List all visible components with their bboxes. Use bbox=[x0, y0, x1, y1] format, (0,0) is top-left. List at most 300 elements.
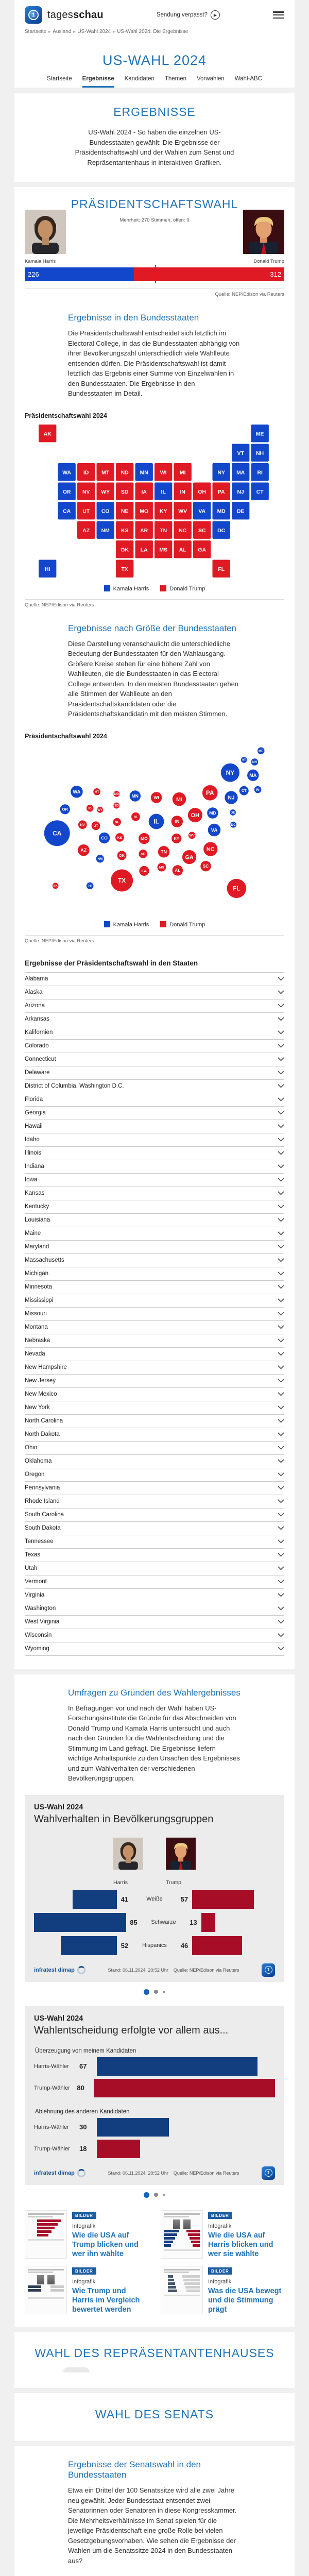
state-accordion-row[interactable] bbox=[25, 1053, 284, 1066]
state-accordion-row[interactable] bbox=[25, 1548, 284, 1562]
state-tile-OR[interactable] bbox=[58, 482, 76, 500]
breadcrumb-item[interactable]: Startseite bbox=[25, 29, 47, 35]
svg-text:NE: NE bbox=[121, 508, 129, 514]
infografik-teasers bbox=[25, 2210, 284, 2315]
svg-text:NV: NV bbox=[82, 489, 90, 495]
svg-text:DE: DE bbox=[230, 810, 235, 815]
chevron-down-icon bbox=[278, 1633, 284, 1637]
state-name: Alabama bbox=[25, 976, 48, 982]
svg-text:TN: TN bbox=[160, 528, 167, 534]
state-accordion-row[interactable] bbox=[25, 1387, 284, 1401]
state-tile-MA[interactable] bbox=[232, 463, 249, 481]
svg-text:AZ: AZ bbox=[80, 847, 87, 853]
state-accordion-row[interactable] bbox=[25, 1213, 284, 1227]
map-label: Präsidentschaftswahl 2024 bbox=[25, 732, 107, 740]
state-tile-NE[interactable] bbox=[116, 502, 133, 519]
state-name: Colorado bbox=[25, 1043, 49, 1049]
thumb-photo bbox=[37, 2275, 44, 2284]
state-name: Kalifornien bbox=[25, 1029, 53, 1036]
svg-text:UT: UT bbox=[82, 508, 90, 514]
thumb-photo bbox=[183, 2219, 191, 2229]
chevron-down-icon bbox=[278, 1245, 284, 1249]
state-tile-DC[interactable] bbox=[213, 521, 230, 538]
state-tile-KS[interactable] bbox=[116, 521, 133, 538]
teaser-card[interactable] bbox=[25, 2266, 148, 2314]
state-tile-MO[interactable] bbox=[135, 502, 153, 519]
state-name: Ohio bbox=[25, 1445, 38, 1451]
state-tile-TX[interactable] bbox=[116, 560, 133, 577]
tab-vorwahlen[interactable]: Vorwahlen bbox=[197, 76, 225, 82]
state-name: Illinois bbox=[25, 1150, 41, 1156]
state-accordion-row[interactable] bbox=[25, 1642, 284, 1656]
breadcrumb-separator: ▸ bbox=[73, 29, 76, 34]
state-name: Florida bbox=[25, 1096, 43, 1103]
harris-label: Harris bbox=[113, 1879, 128, 1886]
state-tile-ME[interactable] bbox=[251, 425, 269, 442]
svg-text:ME: ME bbox=[258, 749, 263, 753]
state-accordion-row[interactable] bbox=[25, 1575, 284, 1588]
state-accordion-row[interactable] bbox=[25, 1240, 284, 1253]
state-accordion-row[interactable] bbox=[25, 1615, 284, 1629]
state-tile-MS[interactable] bbox=[154, 540, 172, 558]
state-name: Kansas bbox=[25, 1190, 45, 1196]
state-name: Texas bbox=[25, 1552, 41, 1558]
chevron-down-icon bbox=[278, 1486, 284, 1490]
teaser-card[interactable] bbox=[161, 2210, 284, 2259]
chart-title: Wahlverhalten in Bevölkerungsgruppen bbox=[34, 1813, 214, 1825]
tagesschau-logo-icon[interactable]: 1 bbox=[25, 6, 42, 24]
svg-text:ID: ID bbox=[83, 469, 89, 476]
state-tile-VA[interactable] bbox=[193, 502, 211, 519]
senatswahl-text: Etwa ein Drittel der 100 Senatssitze wird alle zwei Jahre neu gewählt. Jeder Bundesstaat entsendet zwei Senatorinnen oder Senatoren in diese Kongresskammer. Die Mehrheitsverhältnisse im Senat spielen für die jeweilige Präsidentschaft eine große Rolle bei vielen Gesetzgebungsvorhaben. Wie sehen die Ergebnisse der Wahlen um die Senatssitze 2024 in den Bundesstaaten aus? bbox=[68, 2486, 237, 2565]
state-accordion-row[interactable] bbox=[25, 1320, 284, 1334]
state-tile-MD[interactable] bbox=[213, 502, 230, 519]
teaser-title[interactable]: Wie die USA auf Harris blicken und wer sie wählte bbox=[208, 2231, 273, 2258]
chevron-down-icon bbox=[278, 1124, 284, 1128]
svg-text:OR: OR bbox=[61, 806, 68, 811]
source-note: Quelle: NEP/Edison via Reuters bbox=[173, 1967, 239, 1973]
state-accordion-row[interactable] bbox=[25, 999, 284, 1012]
tab-wahl-abc[interactable]: Wahl-ABC bbox=[234, 76, 262, 82]
state-accordion-row[interactable] bbox=[25, 986, 284, 999]
state-name: Connecticut bbox=[25, 1056, 56, 1062]
tagesschau-wordmark[interactable]: tagesschau bbox=[47, 9, 104, 21]
svg-text:SC: SC bbox=[202, 863, 209, 869]
svg-text:WA: WA bbox=[72, 789, 80, 794]
svg-text:CT: CT bbox=[241, 788, 247, 793]
praesidentschaftswahl-card bbox=[14, 187, 295, 1669]
state-name: Oklahoma bbox=[25, 1458, 52, 1464]
svg-text:MD: MD bbox=[209, 810, 216, 816]
size-text: Diese Darstellung veranschaulicht die unterschiedliche Bedeutung der Bundesstaaten für den Wahlausgang. Größere Kreise stehen für eine höhere Zahl von Wahlleuten, die die Bundesstaaten in das Electoral College entsenden. In den meisten Bundesstaaten gehen alle Stimmen der Wahlleute an den Präsidentschaftskandidaten oder die Präsidentschaftskandidatin mit den meisten Stimmen. bbox=[68, 639, 239, 718]
state-tile-WV[interactable] bbox=[174, 502, 192, 519]
thumb-bar-row bbox=[164, 2282, 200, 2285]
state-name: New Hampshire bbox=[25, 1364, 67, 1370]
chart-wahlentscheidung bbox=[25, 2006, 284, 2185]
tab-themen[interactable]: Themen bbox=[164, 76, 186, 82]
svg-text:NH: NH bbox=[256, 450, 264, 456]
chevron-down-icon bbox=[278, 1553, 284, 1557]
svg-text:GA: GA bbox=[198, 547, 206, 553]
group-label: Ablehnung des anderen Kandidaten bbox=[35, 2108, 130, 2115]
state-tile-VT[interactable] bbox=[232, 444, 249, 461]
trump-votes-bar: 312 bbox=[134, 267, 284, 281]
thumb-bar bbox=[37, 2219, 61, 2222]
state-tile-TN[interactable] bbox=[154, 521, 172, 538]
state-tile-WY[interactable] bbox=[97, 482, 114, 500]
svg-text:NY: NY bbox=[217, 469, 225, 476]
state-accordion-row[interactable] bbox=[25, 1361, 284, 1374]
state-tile-CO[interactable] bbox=[97, 502, 114, 519]
tab-ergebnisse[interactable]: Ergebnisse bbox=[82, 76, 114, 88]
teaser-card[interactable] bbox=[25, 2210, 148, 2259]
state-accordion-row[interactable] bbox=[25, 1629, 284, 1642]
chevron-down-icon bbox=[278, 1017, 284, 1021]
state-accordion-row[interactable] bbox=[25, 1079, 284, 1093]
map-legend bbox=[25, 921, 284, 928]
svg-text:DE: DE bbox=[236, 508, 245, 514]
svg-text:KS: KS bbox=[117, 836, 122, 840]
trump-bar bbox=[192, 1890, 254, 1909]
state-name: Arizona bbox=[25, 1003, 45, 1009]
state-tile-SD[interactable] bbox=[116, 482, 133, 500]
thumb-bar-row bbox=[164, 2290, 200, 2292]
thumb-bar-row bbox=[28, 2230, 64, 2233]
state-name: Missouri bbox=[25, 1311, 47, 1317]
state-accordion-row[interactable] bbox=[25, 1120, 284, 1133]
state-tile-NC[interactable] bbox=[174, 521, 192, 538]
thumb-bar bbox=[164, 2237, 175, 2240]
harris-name-label: Kamala Harris bbox=[25, 259, 56, 264]
state-accordion-row[interactable] bbox=[25, 1093, 284, 1106]
thumb-footer-line bbox=[28, 2239, 64, 2241]
chevron-down-icon bbox=[278, 1111, 284, 1115]
chevron-down-icon bbox=[278, 1472, 284, 1477]
state-name: Nevada bbox=[25, 1351, 45, 1357]
dot-active[interactable] bbox=[144, 2192, 149, 2198]
state-tile-NM[interactable] bbox=[97, 521, 114, 538]
harris-bar bbox=[34, 1913, 126, 1932]
svg-text:OK: OK bbox=[121, 547, 129, 553]
state-accordion-row[interactable] bbox=[25, 1441, 284, 1454]
thumb-bar bbox=[186, 2290, 200, 2292]
svg-text:PA: PA bbox=[205, 789, 214, 796]
thumb-photos bbox=[28, 2275, 64, 2284]
state-tile-MN[interactable] bbox=[135, 463, 153, 481]
state-tile-CT[interactable] bbox=[251, 482, 269, 500]
chevron-down-icon bbox=[278, 977, 284, 981]
chevron-down-icon bbox=[278, 1432, 284, 1436]
thumb-bar-row bbox=[164, 2230, 200, 2232]
svg-text:TN: TN bbox=[160, 849, 167, 854]
state-accordion-row[interactable] bbox=[25, 1106, 284, 1120]
source-note: Quelle: NEP/Edison via Reuters bbox=[215, 292, 284, 297]
top-bar bbox=[14, 0, 295, 26]
thumb-title-line bbox=[28, 2216, 53, 2217]
state-accordion-row[interactable] bbox=[25, 1468, 284, 1481]
teaser-kicker: Infografik bbox=[208, 2278, 232, 2285]
umfragen-text: In Befragungen vor und nach der Wahl haben US-Forschungsinstitute die Gründe für das Abschneiden von Donald Trump und Kamala Harris untersucht und auch nach den Gründen für die Wahlentscheidung und die Stimmung im Land gefragt. Die Ergebnisse liefern wichtige Anhaltspunkte zu den Ursachen des Ergebnisses und zum Wahlverhalten der verschiedenen Bevölkerungsgruppen. bbox=[68, 1704, 240, 1782]
chevron-down-icon bbox=[278, 1057, 284, 1061]
chevron-down-icon bbox=[278, 1164, 284, 1168]
state-tile-FL[interactable] bbox=[213, 560, 230, 577]
state-accordion-row[interactable] bbox=[25, 1562, 284, 1575]
state-accordion-row[interactable] bbox=[25, 1454, 284, 1468]
teaser-card[interactable] bbox=[161, 2266, 284, 2314]
state-accordion-row[interactable] bbox=[25, 1280, 284, 1294]
state-accordion-row[interactable] bbox=[25, 1602, 284, 1615]
state-tile-OK[interactable] bbox=[116, 540, 133, 558]
teaser-title[interactable]: Wie Trump und Harris im Vergleich bewertet werden bbox=[72, 2286, 140, 2314]
thumb-bar bbox=[168, 2286, 176, 2289]
state-tile-LA[interactable] bbox=[135, 540, 153, 558]
svg-text:OK: OK bbox=[118, 853, 125, 858]
section-heading-senat: WAHL DES SENATS bbox=[95, 2408, 214, 2421]
chevron-down-icon bbox=[278, 1352, 284, 1356]
state-accordion-row[interactable] bbox=[25, 1200, 284, 1213]
state-accordion-row[interactable] bbox=[25, 1187, 284, 1200]
teaser-title[interactable]: Was die USA bewegt und die Stimmung prägt bbox=[208, 2286, 282, 2314]
state-accordion-row[interactable] bbox=[25, 1414, 284, 1428]
state-tile-NJ[interactable] bbox=[232, 482, 249, 500]
state-accordion-row[interactable] bbox=[25, 1347, 284, 1361]
trump-bar-cell bbox=[192, 1890, 275, 1909]
chevron-down-icon bbox=[278, 1084, 284, 1088]
chart-kicker: US-Wahl 2024 bbox=[34, 1803, 83, 1811]
state-accordion-row[interactable] bbox=[25, 1508, 284, 1521]
state-name: North Dakota bbox=[25, 1431, 60, 1437]
state-tile-IN[interactable] bbox=[174, 482, 192, 500]
state-accordion-row[interactable] bbox=[25, 1133, 284, 1146]
demographics-bars bbox=[34, 1890, 275, 1955]
state-accordion-row[interactable] bbox=[25, 1307, 284, 1320]
ard-logo-icon: 1 bbox=[262, 2166, 275, 2180]
electoral-college-bar bbox=[25, 267, 284, 281]
state-tile-NV[interactable] bbox=[77, 482, 95, 500]
state-tile-NY[interactable] bbox=[213, 463, 230, 481]
svg-text:VT: VT bbox=[242, 758, 246, 762]
state-accordion-row[interactable] bbox=[25, 1227, 284, 1240]
state-tile-MI[interactable] bbox=[174, 463, 192, 481]
state-tile-GA[interactable] bbox=[193, 540, 211, 558]
state-name: Rhode Island bbox=[25, 1498, 60, 1504]
states-accordion-list bbox=[25, 972, 284, 1656]
state-accordion-row[interactable] bbox=[25, 972, 284, 986]
decision-row bbox=[34, 2118, 275, 2137]
teaser-thumbnail bbox=[161, 2266, 203, 2314]
state-accordion-row[interactable] bbox=[25, 1066, 284, 1079]
thumb-bar-row bbox=[164, 2275, 200, 2278]
state-tile-OH[interactable] bbox=[193, 482, 211, 500]
svg-text:WI: WI bbox=[153, 794, 159, 800]
state-tile-AR[interactable] bbox=[135, 521, 153, 538]
svg-text:KS: KS bbox=[121, 528, 129, 534]
state-tile-AZ[interactable] bbox=[77, 521, 95, 538]
sendung-verpasst-link[interactable]: Sendung verpasst? ▶ bbox=[157, 10, 220, 20]
umfragen-card bbox=[14, 1674, 295, 2327]
chevron-down-icon bbox=[278, 1620, 284, 1624]
svg-text:AK: AK bbox=[53, 884, 58, 888]
chevron-down-icon bbox=[278, 1566, 284, 1570]
svg-text:GA: GA bbox=[184, 854, 194, 860]
states-list-heading: Ergebnisse der Präsidentschaftswahl in den Staaten bbox=[25, 959, 198, 967]
chevron-down-icon bbox=[278, 1231, 284, 1235]
value-label: 30 bbox=[79, 2123, 87, 2131]
chevron-down-icon bbox=[278, 1405, 284, 1410]
state-accordion-row[interactable] bbox=[25, 1401, 284, 1414]
hamburger-menu-icon[interactable] bbox=[273, 11, 284, 19]
state-name: Louisiana bbox=[25, 1217, 50, 1223]
state-tile-IA[interactable] bbox=[135, 482, 153, 500]
state-name: Nebraska bbox=[25, 1337, 50, 1344]
svg-text:ID: ID bbox=[88, 806, 92, 810]
state-tile-NH[interactable] bbox=[251, 444, 269, 461]
chevron-down-icon bbox=[278, 1097, 284, 1101]
state-name: Hawaii bbox=[25, 1123, 43, 1129]
state-tile-RI[interactable] bbox=[251, 463, 269, 481]
state-tile-KY[interactable] bbox=[154, 502, 172, 519]
state-accordion-row[interactable] bbox=[25, 1481, 284, 1495]
state-accordion-row[interactable] bbox=[25, 1026, 284, 1039]
harris-legend-swatch bbox=[104, 585, 110, 591]
trump-legend-swatch bbox=[160, 921, 166, 927]
source-note: Quelle: NEP/Edison via Reuters bbox=[25, 602, 94, 608]
svg-text:MS: MS bbox=[159, 866, 164, 870]
tab-startseite[interactable]: Startseite bbox=[47, 76, 72, 82]
stand-note: Stand: 06.11.2024, 20:52 Uhr bbox=[108, 2170, 168, 2176]
state-accordion-row[interactable] bbox=[25, 1012, 284, 1026]
state-accordion-row[interactable] bbox=[25, 1253, 284, 1267]
state-name: New York bbox=[25, 1404, 50, 1411]
thumb-title-line bbox=[28, 2272, 53, 2273]
legend-harris: Kamala Harris bbox=[104, 585, 149, 592]
teaser-thumbnail bbox=[161, 2210, 203, 2259]
thumb-title-line bbox=[28, 2269, 64, 2270]
state-tile-HI[interactable] bbox=[39, 560, 56, 577]
chevron-down-icon bbox=[278, 1499, 284, 1503]
svg-text:WV: WV bbox=[189, 833, 195, 837]
state-accordion-row[interactable] bbox=[25, 1374, 284, 1387]
svg-text:MI: MI bbox=[179, 469, 186, 476]
dot[interactable] bbox=[154, 2193, 158, 2197]
state-tile-WI[interactable] bbox=[154, 463, 172, 481]
state-tile-SC[interactable] bbox=[193, 521, 211, 538]
teaser-body bbox=[72, 2210, 148, 2259]
svg-text:ND: ND bbox=[121, 469, 129, 476]
breadcrumb-item[interactable]: US-Wahl 2024: Die Ergebnisse bbox=[117, 29, 188, 35]
chevron-down-icon bbox=[278, 1539, 284, 1544]
thumb-bar-row bbox=[28, 2223, 64, 2226]
thumb-title-line bbox=[164, 2216, 189, 2217]
state-accordion-row[interactable] bbox=[25, 1535, 284, 1548]
chevron-down-icon bbox=[278, 1526, 284, 1530]
thumb-bar bbox=[193, 2244, 200, 2247]
thumb-bar bbox=[37, 2223, 58, 2226]
chevron-down-icon bbox=[278, 1419, 284, 1423]
thumb-bar-row bbox=[28, 2285, 64, 2288]
majority-note: Mehrheit: 270 Stimmen, offen: 0 bbox=[119, 217, 190, 223]
state-tile-CA[interactable] bbox=[58, 502, 76, 519]
state-name: Indiana bbox=[25, 1163, 44, 1170]
state-tile-ND[interactable] bbox=[116, 463, 133, 481]
svg-text:NH: NH bbox=[252, 760, 257, 764]
teaser-thumbnail bbox=[25, 2266, 67, 2314]
state-accordion-row[interactable] bbox=[25, 1588, 284, 1602]
state-tile-IL[interactable] bbox=[154, 482, 172, 500]
state-name: Michigan bbox=[25, 1270, 49, 1277]
dot[interactable] bbox=[163, 1991, 165, 1993]
breadcrumb-item[interactable]: US-Wahl 2024 bbox=[77, 29, 111, 35]
teaser-body bbox=[208, 2210, 284, 2259]
chevron-down-icon bbox=[278, 1178, 284, 1182]
chevron-down-icon bbox=[278, 1459, 284, 1463]
dot[interactable] bbox=[163, 2194, 165, 2196]
state-accordion-row[interactable] bbox=[25, 1039, 284, 1053]
dot[interactable] bbox=[154, 1990, 158, 1994]
state-tile-AK[interactable] bbox=[39, 425, 56, 442]
thumb-title-line bbox=[164, 2269, 200, 2270]
state-tile-WA[interactable] bbox=[58, 463, 76, 481]
thumb-bar bbox=[37, 2234, 48, 2236]
state-accordion-row[interactable] bbox=[25, 1146, 284, 1160]
svg-text:PA: PA bbox=[217, 489, 225, 495]
state-tile-DE[interactable] bbox=[232, 502, 249, 519]
state-accordion-row[interactable] bbox=[25, 1173, 284, 1187]
svg-text:AZ: AZ bbox=[82, 528, 90, 534]
thumb-bar bbox=[185, 2286, 200, 2289]
chevron-down-icon bbox=[278, 1379, 284, 1383]
state-tile-MT[interactable] bbox=[97, 463, 114, 481]
state-tile-PA[interactable] bbox=[213, 482, 230, 500]
thumb-bar-row bbox=[164, 2279, 200, 2281]
tab-kandidaten[interactable]: Kandidaten bbox=[124, 76, 154, 82]
state-accordion-row[interactable] bbox=[25, 1294, 284, 1307]
state-tile-UT[interactable] bbox=[77, 502, 95, 519]
chart-kicker: US-Wahl 2024 bbox=[34, 2014, 83, 2023]
intro-card bbox=[14, 93, 295, 182]
svg-text:OR: OR bbox=[62, 489, 71, 495]
thumb-footer-line bbox=[28, 2297, 64, 2299]
svg-text:AK: AK bbox=[43, 431, 52, 437]
chevron-down-icon bbox=[278, 1258, 284, 1262]
teaser-body bbox=[72, 2266, 148, 2314]
state-name: Massachusetts bbox=[25, 1257, 64, 1263]
state-tile-AL[interactable] bbox=[174, 540, 192, 558]
repraesentantenhaus-card bbox=[14, 2332, 295, 2388]
svg-text:NM: NM bbox=[97, 857, 102, 861]
teaser-title[interactable]: Wie die USA auf Trump blicken und wer ihn wählte bbox=[72, 2231, 139, 2258]
state-accordion-row[interactable] bbox=[25, 1267, 284, 1280]
state-accordion-row[interactable] bbox=[25, 1521, 284, 1535]
thumb-bar bbox=[164, 2233, 177, 2236]
svg-text:NY: NY bbox=[226, 769, 234, 776]
decision-row bbox=[34, 2079, 275, 2097]
svg-text:AL: AL bbox=[179, 547, 186, 553]
chart-title: Wahlentscheidung erfolgte vor allem aus... bbox=[34, 2024, 229, 2036]
state-accordion-row[interactable] bbox=[25, 1334, 284, 1347]
breadcrumb-separator: ▸ bbox=[113, 29, 115, 34]
teaser-kicker: Infografik bbox=[72, 2278, 96, 2285]
decision-bars bbox=[34, 2048, 275, 2158]
bilder-badge: BILDER bbox=[208, 2212, 232, 2219]
state-accordion-row[interactable] bbox=[25, 1160, 284, 1173]
state-accordion-row[interactable] bbox=[25, 1495, 284, 1508]
state-accordion-row[interactable] bbox=[25, 1428, 284, 1441]
breadcrumb-item[interactable]: Ausland bbox=[53, 29, 72, 35]
svg-text:CA: CA bbox=[63, 508, 71, 514]
dot-active[interactable] bbox=[144, 1989, 149, 1995]
state-tile-ID[interactable] bbox=[77, 463, 95, 481]
